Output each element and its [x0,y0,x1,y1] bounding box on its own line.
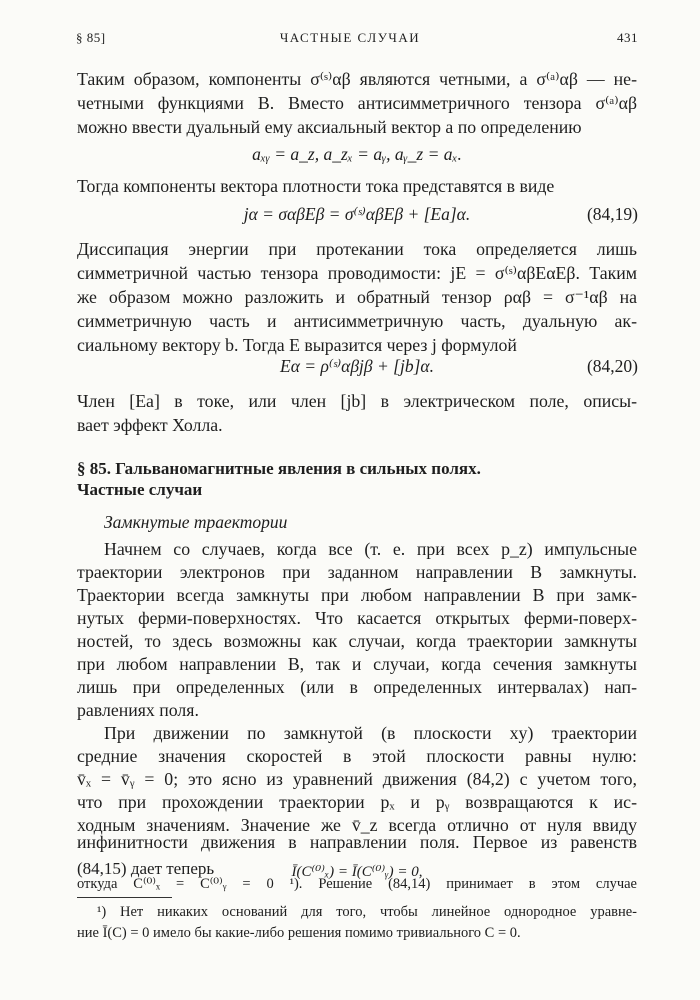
text-line: (84,15) дает теперь [77,859,215,878]
text-line: вает эффект Холла. [77,415,223,435]
text-line: При движении по замкнутой (в плоскости xy) траектории [104,723,637,743]
text-line: Член [Ea] в токе, или член [jb] в электрическом поле, описы- [77,391,637,411]
text-line: можно ввести дуальный ему аксиальный вектор a по определению [77,117,582,137]
text-line: лишь при определенных (или в определенных интервалах) нап- [77,677,637,697]
equation-collision-integral: Ī(C⁽⁰⁾ₓ) = Ī(C⁽⁰⁾ᵧ) = 0, [291,864,423,880]
footnote-rule [77,897,172,898]
text-line: траектории электронов при заданном направлении B замкнуты. [77,562,637,582]
text-line: Диссипация энергии при протекании тока определяется лишь [77,239,637,259]
header-section-ref: § 85] [76,30,106,45]
text-line: симметричную часть и антисимметричную часть, дуальную ак- [77,311,637,331]
equation-number: (84,20) [586,356,638,376]
header-title: ЧАСТНЫЕ СЛУЧАИ [279,30,421,45]
text-line: четными функциями B. Вместо антисимметричного тензора σ⁽ᵃ⁾αβ [77,93,637,113]
text-line: Начнем со случаев, когда все (т. е. при всех p_z) импульсные [104,539,637,559]
equation-number: (84,19) [586,204,638,224]
text-line: Таким образом, компоненты σ⁽ˢ⁾αβ являются четными, а σ⁽ᵃ⁾αβ — не- [77,69,637,89]
text-line: ностей, то здесь возможны как случаи, когда траектории замкнуты [77,631,637,651]
equation-axial-vector: aₓᵧ = a_z, a_zₓ = aᵧ, aᵧ_z = aₓ. [252,144,462,164]
text-line: ходным значениям. Значение же v̄_z всегда отлично от нуля ввиду [77,815,637,835]
equation-electric-field: Eα = ρ⁽ˢ⁾αβjβ + [jb]α. [280,356,434,376]
text-line: средние значения скоростей в этой плоскости равны нулю: [77,746,637,766]
footnote-line: ¹) Нет никаких оснований для того, чтобы линейное однородное уравне- [97,904,637,920]
page-number: 431 [617,30,638,45]
text-line: что при прохождении траектории pₓ и pᵧ возвращаются к ис- [77,792,637,812]
text-line: v̄ₓ = v̄ᵧ = 0; это ясно из уравнений движения (84,2) с учетом того, [77,769,637,789]
text-line: нутых ферми-поверхностях. Что касается открытых ферми-поверх- [77,608,637,628]
section-heading: Частные случаи [77,480,203,499]
section-heading: § 85. Гальваномагнитные явления в сильных полях. [77,459,481,478]
text-line: Траектории всегда замкнуты при любом направлении B при замк- [77,585,637,605]
text-line: же образом можно разложить и обратный тензор ραβ = σ⁻¹αβ на [77,287,637,307]
text-line: откуда C⁽⁰⁾ₓ = C⁽⁰⁾ᵧ = 0 ¹). Решение (84,14) принимает в этом случае [77,876,637,892]
text-line: симметричной частью тензора проводимости: jE = σ⁽ˢ⁾αβEαEβ. Таким [77,263,637,283]
equation-current-density: jα = σαβEβ = σ⁽ˢ⁾αβEβ + [Ea]α. [243,204,471,224]
text-line: при любом направлении B, так и случаи, когда сечения замкнуты [77,654,637,674]
text-line: сиальному вектору b. Тогда E выразится через j формулой [77,335,517,355]
text-line: Тогда компоненты вектора плотности тока представятся в виде [77,176,555,196]
footnote-line: ние Ī(C) = 0 имело бы какие-либо решения помимо тривиального C = 0. [77,925,521,941]
text-line: инфинитности движения в направлении поля. Первое из равенств [77,832,637,852]
text-line: равлениях поля. [77,700,199,720]
subsection-heading: Замкнутые траектории [104,512,288,532]
